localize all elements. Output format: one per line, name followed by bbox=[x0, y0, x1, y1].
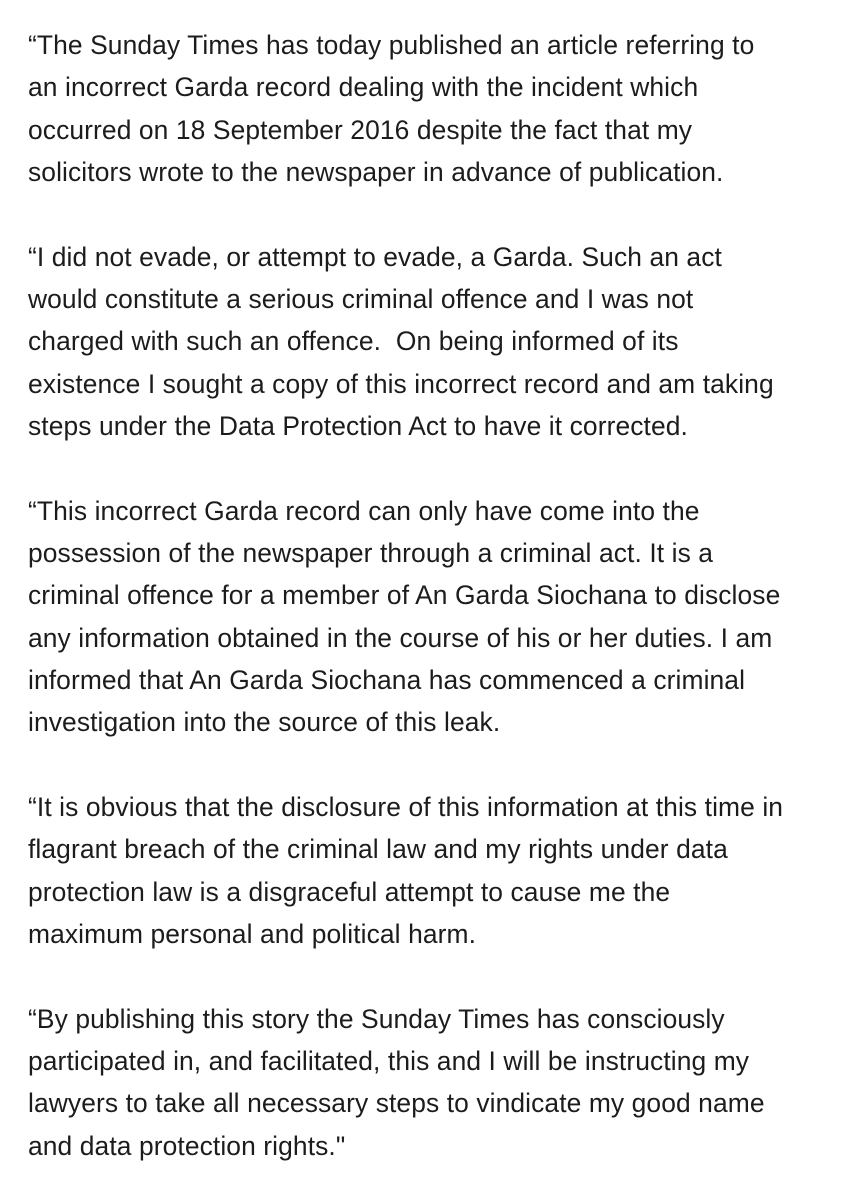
paragraph-1 bbox=[28, 24, 848, 193]
text-line: “I did not evade, or attempt to evade, a Garda. Such an act bbox=[28, 241, 722, 272]
paragraph-4 bbox=[28, 786, 848, 955]
text-line: protection law is a disgraceful attempt to cause me the bbox=[28, 876, 671, 907]
paragraph-5 bbox=[28, 998, 848, 1167]
text-line: flagrant breach of the criminal law and my rights under data bbox=[28, 834, 728, 865]
text-line: “It is obvious that the disclosure of this information at this time in bbox=[28, 791, 784, 822]
text-line: would constitute a serious criminal offence and I was not bbox=[28, 283, 694, 314]
paragraph-3 bbox=[28, 490, 848, 744]
statement-text bbox=[28, 24, 848, 1167]
text-line: existence I sought a copy of this incorrect record and am taking bbox=[28, 368, 774, 399]
text-line: any information obtained in the course of his or her duties. I am bbox=[28, 622, 773, 653]
paragraph-2 bbox=[28, 236, 848, 447]
text-line: an incorrect Garda record dealing with the incident which bbox=[28, 72, 699, 103]
text-line: participated in, and facilitated, this and I will be instructing my bbox=[28, 1045, 750, 1076]
text-line: and data protection rights." bbox=[28, 1130, 346, 1161]
text-line: solicitors wrote to the newspaper in advance of publication. bbox=[28, 156, 724, 187]
text-line: possession of the newspaper through a criminal act. It is a bbox=[28, 537, 714, 568]
text-line: lawyers to take all necessary steps to vindicate my good name bbox=[28, 1088, 765, 1119]
text-line: occurred on 18 September 2016 despite the fact that my bbox=[28, 114, 693, 145]
text-line: charged with such an offence. On being informed of its bbox=[28, 326, 679, 357]
text-line: maximum personal and political harm. bbox=[28, 918, 477, 949]
text-line: criminal offence for a member of An Garda Siochana to disclose bbox=[28, 580, 781, 611]
text-line: informed that An Garda Siochana has commenced a criminal bbox=[28, 664, 746, 695]
text-line: investigation into the source of this leak. bbox=[28, 707, 501, 738]
text-line: “By publishing this story the Sunday Times has consciously bbox=[28, 1003, 725, 1034]
text-line: steps under the Data Protection Act to have it corrected. bbox=[28, 410, 688, 441]
text-line: “The Sunday Times has today published an article referring to bbox=[28, 30, 755, 60]
text-line: “This incorrect Garda record can only have come into the bbox=[28, 495, 700, 526]
